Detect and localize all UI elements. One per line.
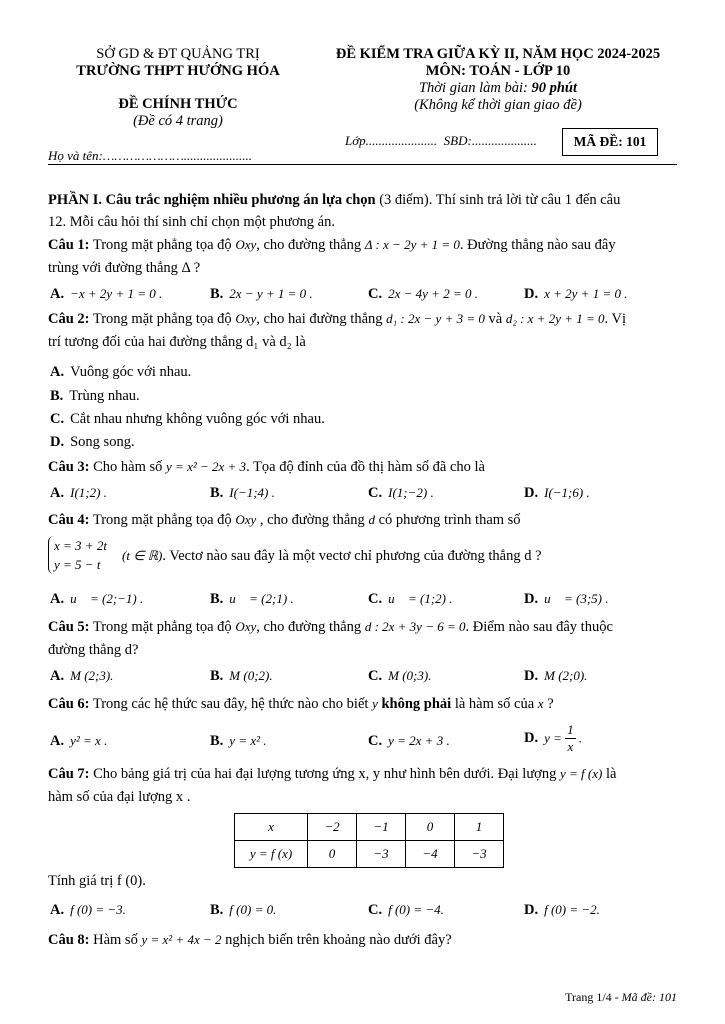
part1-heading	[48, 190, 677, 210]
question-1	[48, 235, 677, 255]
option-letter: B.	[210, 286, 224, 302]
q5-text-b: , cho đường thẳng	[256, 619, 365, 635]
q7-option-d[interactable]	[524, 900, 600, 920]
option-text: f (0) = 0.	[229, 902, 277, 917]
option-letter: A.	[50, 733, 65, 749]
q2-math-3: d₂ : x + 2y + 1 = 0	[505, 311, 605, 326]
q4-system-eq1: x = 3 + 2t	[54, 538, 107, 553]
q3-option-c[interactable]	[368, 483, 434, 503]
school-name: TRƯỜNG THPT HƯỚNG HÓA	[76, 63, 280, 79]
q8-math-1: y = x² + 4x − 2	[141, 932, 222, 947]
question-2	[48, 309, 677, 329]
q6-text-c: là hàm số của	[451, 696, 538, 712]
table-cell: 1	[455, 814, 504, 841]
option-text: 2x − y + 1 = 0 .	[229, 286, 313, 301]
option-text: x + 2y + 1 = 0 .	[544, 286, 628, 301]
q1-text-c: . Đường thẳng nào sau đây	[459, 237, 616, 253]
option-text: y = x² .	[229, 733, 267, 748]
q6-label: Câu 6:	[48, 696, 90, 712]
q6-text-d: ?	[543, 696, 554, 712]
option-letter: B.	[210, 485, 224, 501]
q4-math-2: d	[368, 512, 375, 527]
q2-text-d: . Vị	[604, 311, 627, 327]
part1-line2: 12. Mỗi câu hỏi thí sinh chỉ chọn một phương án.	[48, 214, 335, 230]
question-3	[48, 457, 677, 477]
option-text: 2x − 4y + 2 = 0 .	[388, 286, 478, 301]
fraction-numerator: 1	[567, 722, 574, 737]
option-letter: A.	[50, 902, 65, 918]
department: SỞ GD & ĐT QUẢNG TRỊ	[96, 46, 260, 62]
q6-option-d[interactable]	[524, 722, 582, 755]
q4-text-c: có phương trình tham số	[374, 512, 521, 528]
table-cell: y = f (x)	[235, 841, 308, 868]
q2-label: Câu 2:	[48, 311, 90, 327]
q7-option-c[interactable]	[368, 900, 444, 920]
class-field-text: Lớp......................	[345, 133, 438, 148]
option-letter: B.	[210, 902, 224, 918]
q7-line2: hàm số của đại lượng x .	[48, 789, 191, 805]
q1-option-b[interactable]	[210, 284, 313, 304]
option-text: M (2;3).	[70, 668, 114, 683]
fraction	[565, 722, 576, 755]
question-5	[48, 617, 677, 637]
part1-title: PHẦN I. Câu trắc nghiệm nhiều phương án lựa chọn	[48, 192, 376, 208]
q4-text-d: . Vectơ nào sau đây là một vectơ chỉ phương của đường thẳng d ?	[162, 548, 542, 564]
q3-option-a[interactable]	[50, 483, 107, 503]
q4-option-d[interactable]	[524, 589, 608, 609]
option-letter: B.	[210, 668, 224, 684]
option-text: f (0) = −2.	[544, 902, 600, 917]
exam-code-box: MÃ ĐỀ: 101	[562, 128, 658, 156]
table-row	[235, 814, 504, 841]
q5-text-c: . Điểm nào sau đây thuộc	[465, 619, 613, 635]
q6-math-1: y	[372, 696, 378, 711]
option-text: M (0;2).	[229, 668, 273, 683]
option-letter: B.	[210, 733, 224, 749]
q1-math-1: Oxy	[235, 237, 257, 252]
q4-option-b[interactable]	[210, 589, 294, 609]
option-letter: D.	[524, 668, 539, 684]
q7-label: Câu 7:	[48, 766, 90, 782]
option-letter: C.	[368, 591, 383, 607]
q6-option-c[interactable]	[368, 731, 450, 751]
part1-points: (3 điểm).	[375, 192, 436, 208]
table-cell: 0	[308, 841, 357, 868]
q5-line2: đường thẳng d?	[48, 642, 139, 658]
q2-math-2: d₁ : 2x − y + 3 = 0	[386, 311, 485, 326]
option-letter: C.	[50, 411, 65, 427]
q2-line2: trí tương đối của hai đường thẳng d₁ và d₂ là	[48, 334, 306, 350]
q5-option-b[interactable]	[210, 666, 273, 686]
q6-text-a: Trong các hệ thức sau đây, hệ thức nào cho biết	[89, 696, 373, 712]
q1-option-c[interactable]	[368, 284, 478, 304]
footer-code: Mã đề: 101	[621, 990, 677, 1004]
q7-ask: Tính giá trị f (0).	[48, 873, 146, 889]
q2-text-c: và	[484, 311, 506, 327]
q5-option-d[interactable]	[524, 666, 587, 686]
q4-text-b: , cho đường thẳng	[256, 512, 369, 528]
exam-time-value: 90 phút	[531, 80, 577, 96]
value-table	[234, 813, 504, 868]
question-8	[48, 930, 677, 950]
q2-option-d[interactable]	[50, 432, 135, 452]
q3-text-a: Cho hàm số	[89, 459, 167, 475]
option-letter: C.	[368, 902, 383, 918]
q5-label: Câu 5:	[48, 619, 90, 635]
option-text: I(1;2) .	[70, 485, 107, 500]
option-letter: C.	[368, 485, 383, 501]
option-text: M (2;0).	[544, 668, 588, 683]
q1-math-2: Δ : x − 2y + 1 = 0	[364, 237, 460, 252]
q4-system	[54, 536, 107, 574]
q7-text-b: là	[602, 766, 617, 782]
subject: MÔN: TOÁN - LỚP 10	[425, 63, 571, 79]
q8-text-b: nghịch biến trên khoảng nào dưới đây?	[221, 932, 452, 948]
option-letter: D.	[524, 485, 539, 501]
q6-math-2: x	[537, 696, 544, 711]
student-name-field: Họ và tên:………………….....................	[48, 148, 253, 163]
q4-option-c[interactable]	[368, 589, 452, 609]
option-letter: D.	[524, 591, 539, 607]
q1-option-a[interactable]	[50, 284, 162, 304]
q2-math-1: Oxy	[235, 311, 257, 326]
table-cell: −2	[308, 814, 357, 841]
option-letter: B.	[210, 591, 224, 607]
fraction-denominator: x	[567, 739, 574, 754]
option-text: y² = x .	[70, 733, 108, 748]
option-text: u⃗ = (2;1) .	[229, 591, 294, 606]
q1-line2: trùng với đường thẳng Δ ?	[48, 260, 201, 276]
q7-option-a[interactable]	[50, 900, 126, 920]
option-text: I(−1;4) .	[229, 485, 275, 500]
q2-option-a[interactable]	[50, 362, 191, 382]
q4-math-1: Oxy	[235, 512, 257, 527]
page-footer	[565, 990, 677, 1005]
option-letter: D.	[524, 902, 539, 918]
option-letter: A.	[50, 286, 65, 302]
time-note: (Không kể thời gian giao đề)	[414, 97, 582, 113]
q1-text-a: Trong mặt phẳng tọa độ	[89, 237, 236, 253]
q3-option-d[interactable]	[524, 483, 590, 503]
q2-option-b[interactable]	[50, 386, 140, 406]
q6-option-a[interactable]	[50, 731, 107, 751]
q2-text-a: Trong mặt phẳng tọa độ	[89, 311, 236, 327]
q5-text-a: Trong mặt phẳng tọa độ	[89, 619, 236, 635]
header-divider	[48, 164, 677, 165]
option-letter: A.	[50, 485, 65, 501]
table-cell: −4	[406, 841, 455, 868]
q8-label: Câu 8:	[48, 932, 90, 948]
question-6	[48, 694, 677, 714]
table-row	[235, 841, 504, 868]
q3-math-1: y = x² − 2x + 3	[166, 459, 247, 474]
q5-math-1: Oxy	[235, 619, 257, 634]
exam-time	[318, 80, 678, 97]
q5-option-c[interactable]	[368, 666, 431, 686]
option-text: u⃗ = (2;−1) .	[70, 591, 144, 606]
q1-label: Câu 1:	[48, 237, 90, 253]
q7-text-a: Cho bảng giá trị của hai đại lượng tương ứng x, y như hình bên dưới. Đại lượng	[89, 766, 560, 782]
option-letter: A.	[50, 591, 65, 607]
table-cell: 0	[406, 814, 455, 841]
option-text: M (0;3).	[388, 668, 432, 683]
q4-label: Câu 4:	[48, 512, 90, 528]
q3-text-b: . Tọa độ đỉnh của đồ thị hàm số đã cho là	[246, 459, 485, 475]
option-text: f (0) = −4.	[388, 902, 444, 917]
option-text: f (0) = −3.	[70, 902, 126, 917]
table-cell: x	[235, 814, 308, 841]
q4-text-a: Trong mặt phẳng tọa độ	[89, 512, 236, 528]
q4-system-eq2: y = 5 − t	[54, 557, 101, 572]
option-text: Vuông góc với nhau.	[70, 364, 192, 380]
q7-math-1: y = f (x)	[559, 766, 603, 781]
option-text: I(−1;6) .	[544, 485, 590, 500]
option-letter: C.	[368, 668, 383, 684]
option-text: Song song.	[70, 434, 135, 450]
option-text-suffix: .	[575, 730, 583, 746]
q2-text-b: , cho hai đường thẳng	[256, 311, 387, 327]
q3-option-b[interactable]	[210, 483, 275, 503]
option-text: I(1;−2) .	[388, 485, 434, 500]
q4-option-a[interactable]	[50, 589, 143, 609]
pages-note: (Đề có 4 trang)	[133, 113, 223, 129]
option-text: y = 2x + 3 .	[388, 733, 450, 748]
q4-line2	[122, 546, 542, 566]
sbd-field: SBD:....................	[443, 133, 537, 148]
q6-text-b: không phải	[377, 696, 452, 712]
option-letter: C.	[368, 286, 383, 302]
q5-math-2: d : 2x + 3y − 6 = 0	[364, 619, 466, 634]
official-label: ĐỀ CHÍNH THỨC	[118, 96, 238, 112]
q8-text-a: Hàm số	[89, 932, 142, 948]
option-text: Cắt nhau nhưng không vuông góc với nhau.	[70, 411, 325, 427]
q2-option-c[interactable]	[50, 409, 325, 429]
exam-time-prefix: Thời gian làm bài:	[418, 80, 532, 96]
q7-option-b[interactable]	[210, 900, 276, 920]
option-text: Trùng nhau.	[69, 388, 140, 404]
part1-title-rest: Thí sinh trả lời từ câu 1 đến câu	[435, 192, 621, 208]
q1-text-b: , cho đường thẳng	[256, 237, 365, 253]
option-letter: A.	[50, 668, 65, 684]
option-letter: B.	[50, 388, 64, 404]
option-text: u⃗ = (3;5) .	[544, 591, 609, 606]
q4-condition: (t ∈ ℝ)	[122, 548, 163, 563]
exam-title: ĐỀ KIỂM TRA GIỮA KỲ II, NĂM HỌC 2024-2025	[335, 46, 661, 62]
table-cell: −1	[357, 814, 406, 841]
table-cell: −3	[357, 841, 406, 868]
q3-label: Câu 3:	[48, 459, 90, 475]
option-text: u⃗ = (1;2) .	[388, 591, 453, 606]
option-letter: D.	[524, 730, 539, 746]
class-field	[345, 133, 537, 149]
footer-page: Trang 1/4 -	[565, 990, 622, 1004]
table-cell: −3	[455, 841, 504, 868]
header-right	[318, 46, 678, 114]
option-letter: D.	[524, 286, 539, 302]
header-left	[48, 46, 308, 130]
q1-option-d[interactable]	[524, 284, 627, 304]
option-text: −x + 2y + 1 = 0 .	[70, 286, 163, 301]
q6-option-b[interactable]	[210, 731, 267, 751]
option-letter: D.	[50, 434, 65, 450]
option-letter: C.	[368, 733, 383, 749]
question-7	[48, 764, 677, 784]
question-4	[48, 510, 677, 530]
option-text: y =	[544, 730, 566, 746]
q5-option-a[interactable]	[50, 666, 113, 686]
option-letter: A.	[50, 364, 65, 380]
